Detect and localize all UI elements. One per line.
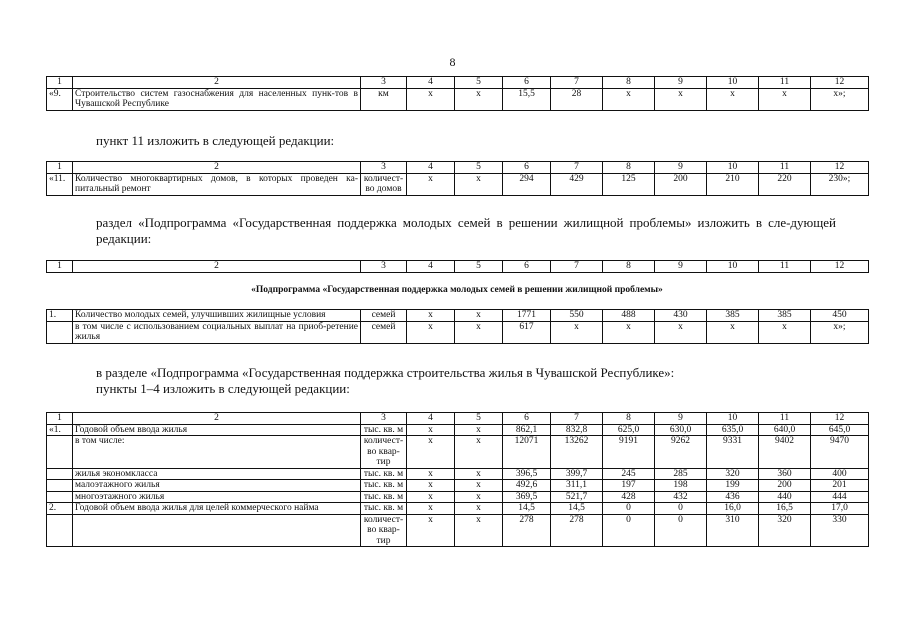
value-cell: 0: [603, 503, 655, 515]
value-cell: х: [455, 310, 503, 322]
value-cell: 399,7: [551, 468, 603, 480]
value-cell: 320: [707, 468, 759, 480]
row-number-cell: [47, 468, 73, 480]
column-number-row: [47, 413, 869, 425]
value-cell: 245: [603, 468, 655, 480]
row-number-cell: [47, 480, 73, 492]
value-cell: х: [759, 321, 811, 343]
value-cell: 16,0: [707, 503, 759, 515]
indicator-name-cell: Строительство систем газоснабжения для населенных пунк-тов в Чувашской Республике: [73, 88, 361, 110]
column-number-cell: 7: [551, 77, 603, 89]
value-cell: 400: [811, 468, 869, 480]
column-number-cell: 3: [361, 162, 407, 174]
value-cell: 862,1: [503, 424, 551, 436]
table-row: [47, 424, 869, 436]
value-cell: х: [707, 88, 759, 110]
column-number-cell: 6: [503, 413, 551, 425]
value-cell: 28: [551, 88, 603, 110]
column-number-cell: 2: [73, 413, 361, 425]
value-cell: 9470: [811, 436, 869, 469]
column-number-cell: 11: [759, 413, 811, 425]
page-number: 8: [449, 55, 456, 69]
indicator-name-cell: жилья экономкласса: [73, 468, 361, 480]
value-cell: х: [455, 424, 503, 436]
column-number-row: [47, 77, 869, 89]
indicator-name-cell: Годовой объем ввода жилья для целей коммерческого найма: [73, 503, 361, 515]
value-cell: 617: [503, 321, 551, 343]
column-number-cell: 5: [455, 77, 503, 89]
value-cell: х: [455, 480, 503, 492]
value-cell: 429: [551, 173, 603, 195]
value-cell: 197: [603, 480, 655, 492]
value-cell: х: [407, 436, 455, 469]
column-number-cell: 2: [73, 162, 361, 174]
column-number-cell: 4: [407, 261, 455, 273]
value-cell: 0: [603, 514, 655, 547]
row-number-cell: 2.: [47, 503, 73, 515]
value-cell: 450: [811, 310, 869, 322]
value-cell: х: [455, 468, 503, 480]
row-number-cell: «9.: [47, 88, 73, 110]
value-cell: х: [407, 88, 455, 110]
value-cell: 630,0: [655, 424, 707, 436]
column-number-cell: 5: [455, 261, 503, 273]
row-number-cell: «1.: [47, 424, 73, 436]
table-row: [47, 514, 869, 547]
value-cell: 9402: [759, 436, 811, 469]
value-cell: 0: [655, 503, 707, 515]
value-cell: х: [407, 480, 455, 492]
value-cell: 396,5: [503, 468, 551, 480]
column-number-cell: 4: [407, 162, 455, 174]
column-number-cell: 5: [455, 413, 503, 425]
value-cell: 436: [707, 491, 759, 503]
value-cell: 14,5: [503, 503, 551, 515]
paragraph-points-1-4: пункты 1–4 изложить в следующей редакции:: [96, 381, 350, 396]
value-cell: 440: [759, 491, 811, 503]
column-number-cell: 7: [551, 162, 603, 174]
unit-cell: количест-во квар-тир: [361, 514, 407, 547]
value-cell: 201: [811, 480, 869, 492]
column-number-cell: 4: [407, 413, 455, 425]
value-cell: 294: [503, 173, 551, 195]
column-number-cell: 11: [759, 261, 811, 273]
table-row: [47, 321, 869, 343]
value-cell: х: [455, 514, 503, 547]
table-row: [47, 491, 869, 503]
value-cell: 428: [603, 491, 655, 503]
value-cell: 521,7: [551, 491, 603, 503]
value-cell: 285: [655, 468, 707, 480]
column-number-cell: 11: [759, 77, 811, 89]
column-number-cell: 8: [603, 162, 655, 174]
indicator-name-cell: малоэтажного жилья: [73, 480, 361, 492]
value-cell: 369,5: [503, 491, 551, 503]
indicator-name-cell: Количество молодых семей, улучшивших жилищные условия: [73, 310, 361, 322]
value-cell: х: [707, 321, 759, 343]
value-cell: 220: [759, 173, 811, 195]
column-number-cell: 12: [811, 162, 869, 174]
indicator-name-cell: в том числе с использованием социальных выплат на приоб-ретение жилья: [73, 321, 361, 343]
value-cell: 210: [707, 173, 759, 195]
row-number-cell: «11.: [47, 173, 73, 195]
unit-cell: семей: [361, 321, 407, 343]
value-cell: х: [407, 310, 455, 322]
value-cell: х: [655, 321, 707, 343]
row-number-cell: [47, 514, 73, 547]
paragraph-young-families-section: раздел «Подпрограмма «Государственная поддержка молодых семей в решении жилищной проблемы» изложить в сле-дующей редакции:: [96, 215, 836, 246]
unit-cell: количест-во квар-тир: [361, 436, 407, 469]
value-cell: 230»;: [811, 173, 869, 195]
unit-cell: тыс. кв. м: [361, 468, 407, 480]
value-cell: х: [455, 503, 503, 515]
indicator-name-cell: многоэтажного жилья: [73, 491, 361, 503]
value-cell: х: [551, 321, 603, 343]
value-cell: х: [603, 321, 655, 343]
unit-cell: тыс. кв. м: [361, 424, 407, 436]
table-row: [47, 468, 869, 480]
value-cell: 278: [503, 514, 551, 547]
value-cell: х: [407, 503, 455, 515]
unit-cell: семей: [361, 310, 407, 322]
value-cell: 15,5: [503, 88, 551, 110]
table-row: [47, 503, 869, 515]
row-number-cell: [47, 321, 73, 343]
value-cell: х: [655, 88, 707, 110]
value-cell: 198: [655, 480, 707, 492]
value-cell: х: [407, 514, 455, 547]
column-number-cell: 9: [655, 413, 707, 425]
table-row: [47, 88, 869, 110]
column-number-cell: 9: [655, 162, 707, 174]
value-cell: 550: [551, 310, 603, 322]
row-number-cell: [47, 436, 73, 469]
value-cell: 360: [759, 468, 811, 480]
value-cell: 13262: [551, 436, 603, 469]
table-row: [47, 310, 869, 322]
column-number-cell: 1: [47, 162, 73, 174]
value-cell: 635,0: [707, 424, 759, 436]
column-number-cell: 6: [503, 77, 551, 89]
value-cell: х: [407, 321, 455, 343]
table-young-families: [46, 309, 869, 344]
table-housing-construction: [46, 412, 869, 547]
value-cell: 488: [603, 310, 655, 322]
column-number-cell: 3: [361, 413, 407, 425]
indicator-name-cell: [73, 514, 361, 547]
value-cell: 125: [603, 173, 655, 195]
value-cell: 432: [655, 491, 707, 503]
column-number-row: [47, 162, 869, 174]
column-number-cell: 1: [47, 413, 73, 425]
value-cell: 200: [655, 173, 707, 195]
value-cell: 385: [707, 310, 759, 322]
value-cell: 200: [759, 480, 811, 492]
column-number-cell: 9: [655, 261, 707, 273]
column-number-cell: 9: [655, 77, 707, 89]
column-number-cell: 6: [503, 162, 551, 174]
column-number-cell: 1: [47, 77, 73, 89]
unit-cell: км: [361, 88, 407, 110]
value-cell: х»;: [811, 88, 869, 110]
value-cell: 330: [811, 514, 869, 547]
column-number-cell: 4: [407, 77, 455, 89]
value-cell: 640,0: [759, 424, 811, 436]
unit-cell: количест-во домов: [361, 173, 407, 195]
value-cell: х: [603, 88, 655, 110]
value-cell: 199: [707, 480, 759, 492]
value-cell: х: [455, 173, 503, 195]
paragraph-housing-section: в разделе «Подпрограмма «Государственная поддержка строительства жилья в Чувашской Республике»:: [96, 365, 675, 380]
column-number-cell: 3: [361, 261, 407, 273]
unit-cell: тыс. кв. м: [361, 503, 407, 515]
value-cell: х: [455, 436, 503, 469]
column-number-cell: 12: [811, 261, 869, 273]
column-number-cell: 8: [603, 261, 655, 273]
table-gas-supply: [46, 76, 869, 111]
value-cell: 9191: [603, 436, 655, 469]
value-cell: 278: [551, 514, 603, 547]
value-cell: 1771: [503, 310, 551, 322]
column-number-cell: 5: [455, 162, 503, 174]
value-cell: х: [759, 88, 811, 110]
value-cell: 14,5: [551, 503, 603, 515]
unit-cell: тыс. кв. м: [361, 491, 407, 503]
column-number-cell: 8: [603, 77, 655, 89]
column-number-cell: 8: [603, 413, 655, 425]
value-cell: 625,0: [603, 424, 655, 436]
value-cell: х: [407, 468, 455, 480]
row-number-cell: 1.: [47, 310, 73, 322]
value-cell: 17,0: [811, 503, 869, 515]
row-number-cell: [47, 491, 73, 503]
value-cell: х: [407, 173, 455, 195]
value-cell: 492,6: [503, 480, 551, 492]
column-number-cell: 10: [707, 162, 759, 174]
indicator-name-cell: в том числе:: [73, 436, 361, 469]
column-number-cell: 10: [707, 261, 759, 273]
value-cell: 12071: [503, 436, 551, 469]
column-number-cell: 12: [811, 77, 869, 89]
column-number-cell: 2: [73, 77, 361, 89]
value-cell: 311,1: [551, 480, 603, 492]
paragraph-point-11: пункт 11 изложить в следующей редакции:: [96, 133, 335, 148]
table-row: [47, 436, 869, 469]
value-cell: 385: [759, 310, 811, 322]
value-cell: х: [407, 491, 455, 503]
table-young-families-header: [46, 260, 869, 273]
value-cell: х: [455, 88, 503, 110]
column-number-cell: 11: [759, 162, 811, 174]
value-cell: 9331: [707, 436, 759, 469]
value-cell: 310: [707, 514, 759, 547]
unit-cell: тыс. кв. м: [361, 480, 407, 492]
table-apartment-buildings: [46, 161, 869, 196]
column-number-cell: 10: [707, 77, 759, 89]
value-cell: х»;: [811, 321, 869, 343]
value-cell: х: [455, 321, 503, 343]
value-cell: 0: [655, 514, 707, 547]
column-number-cell: 7: [551, 261, 603, 273]
value-cell: 9262: [655, 436, 707, 469]
value-cell: 16,5: [759, 503, 811, 515]
value-cell: 430: [655, 310, 707, 322]
value-cell: 832,8: [551, 424, 603, 436]
value-cell: х: [455, 491, 503, 503]
column-number-cell: 3: [361, 77, 407, 89]
value-cell: 320: [759, 514, 811, 547]
value-cell: 645,0: [811, 424, 869, 436]
column-number-cell: 2: [73, 261, 361, 273]
table-row: [47, 480, 869, 492]
table-row: [47, 173, 869, 195]
column-number-cell: 1: [47, 261, 73, 273]
value-cell: 444: [811, 491, 869, 503]
column-number-cell: 7: [551, 413, 603, 425]
column-number-cell: 10: [707, 413, 759, 425]
young-families-caption: «Подпрограмма «Государственная поддержка молодых семей в решении жилищной проблемы»: [251, 285, 663, 295]
column-number-cell: 12: [811, 413, 869, 425]
column-number-cell: 6: [503, 261, 551, 273]
value-cell: х: [407, 424, 455, 436]
indicator-name-cell: Количество многоквартирных домов, в которых проведен ка-питальный ремонт: [73, 173, 361, 195]
indicator-name-cell: Годовой объем ввода жилья: [73, 424, 361, 436]
column-number-row: [47, 261, 869, 273]
